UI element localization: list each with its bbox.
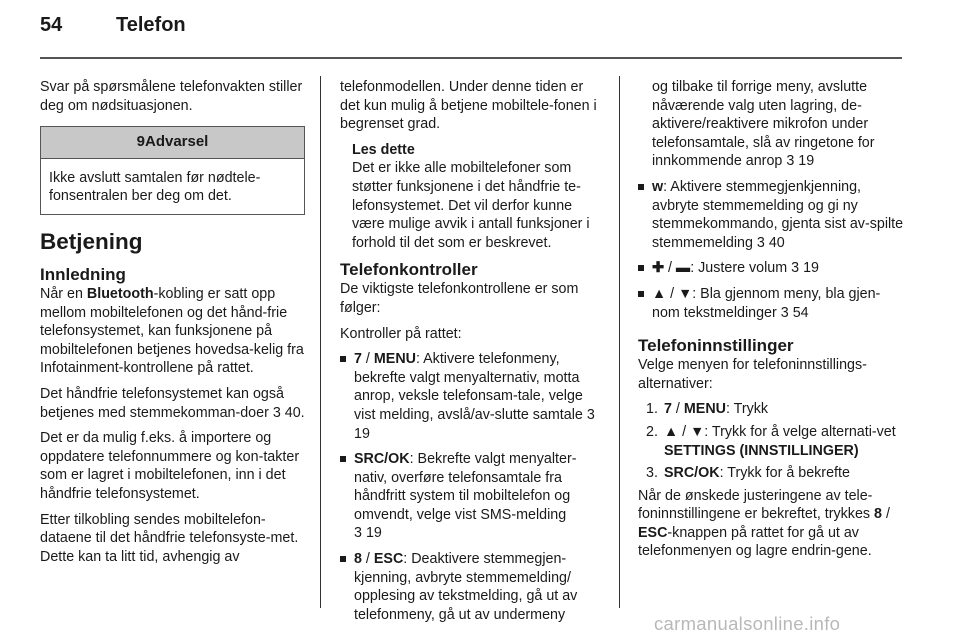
paragraph: Når de ønskede justeringene av tele-foninnstillingene er bekreftet, trykkes 8 / ESC-knappen på rattet for gå ut av telefonmenyen og lagre endrin-gene. xyxy=(638,487,890,560)
phone-icon: 7 xyxy=(354,351,362,368)
menu-key: MENU xyxy=(373,351,416,368)
paragraph: Det er da mulig f.eks. å importere og oppdatere telefonnummere og kon-takter som er lagret i mobiltelefonen, inn i det håndfrie telefonsystemet. xyxy=(40,430,300,502)
page-ref-icon: 3 xyxy=(791,260,800,277)
list-item: w: Aktivere stemmegjenkjenning, avbryte stemmemelding og gi ny stemmekommando, gjenta sist av-spilte stemmemelding 3 40 xyxy=(638,178,904,252)
page-ref-link[interactable]: 40 xyxy=(768,234,785,251)
note-title: Les dette xyxy=(352,141,415,158)
up-arrow-icon: ▲ xyxy=(652,285,667,302)
settings-key: SETTINGS (INNSTILLINGER) xyxy=(664,442,859,459)
page-ref-icon: 3 xyxy=(756,234,765,251)
page-ref-icon: 3 xyxy=(780,304,789,321)
plus-icon: ✚ xyxy=(652,260,664,277)
watermark: carmanualsonline.info xyxy=(654,613,841,634)
heading-telefoninnstillinger: Telefoninnstillinger xyxy=(638,336,794,356)
page-ref-link[interactable]: 40. xyxy=(284,404,305,421)
paragraph: Når en Bluetooth-kobling er satt opp mellom mobiltelefonen og det hånd-frie telefonsystemet, kan funksjonene på mobiltelefonen betjenes hovedsa-kelig fra Infotainment-kontrollene på rattet. xyxy=(40,285,304,377)
numbered-step: 1. 7 / MENU: Trykk xyxy=(646,401,769,418)
paragraph: Etter tilkobling sendes mobiltelefon-dataene til det håndfrie telefonsyste-met. Dette kan ta litt tid, avhengig av xyxy=(40,511,299,565)
page-ref-link[interactable]: 19 xyxy=(354,425,370,442)
warning-title: Advarsel xyxy=(144,133,209,151)
column-divider xyxy=(619,76,620,608)
bullet-marker xyxy=(340,456,346,462)
up-arrow-icon: ▲ xyxy=(664,423,679,440)
bullet-marker xyxy=(638,265,644,271)
bullet-marker xyxy=(340,556,346,562)
note-box xyxy=(352,141,605,253)
page-ref-link[interactable]: 19 xyxy=(365,525,382,542)
numbered-step: 3. SRC/OK: Trykk for å bekrefte xyxy=(646,465,850,482)
down-arrow-icon: ▼ xyxy=(678,285,693,302)
esc-key: ESC xyxy=(638,524,668,541)
list-item: SRC/OK: Bekrefte valgt menyalter-nativ, overføre telefonsamtale fra håndfritt system til mobiltelefon og omvendt, velge vist SMS-melding 3 19 xyxy=(340,450,605,543)
paragraph: Det håndfrie telefonsystemet kan også betjenes med stemmekomman-doer 3 40. xyxy=(40,385,305,421)
voice-icon: w xyxy=(652,178,664,195)
heading-telefonkontroller: Telefonkontroller xyxy=(340,260,478,280)
page-ref-icon: 3 xyxy=(272,404,281,421)
heading-innledning: Innledning xyxy=(40,264,126,284)
esc-key: ESC xyxy=(373,551,404,568)
srcok-key: SRC/OK xyxy=(354,451,410,468)
warning-header xyxy=(41,127,304,159)
list-item: ▲ / ▼: Bla gjennom meny, bla gjen-nom tekstmeldinger 3 54 xyxy=(638,285,904,322)
heading-betjening: Betjening xyxy=(40,228,143,254)
bullet-marker xyxy=(638,291,644,297)
down-arrow-icon: ▼ xyxy=(690,423,705,440)
page-ref-link[interactable]: 54 xyxy=(792,304,809,321)
column-2 xyxy=(340,78,605,631)
page-ref-icon: 3 xyxy=(354,525,362,542)
paragraph: telefonmodellen. Under denne tiden er det kun mulig å betjene mobiltele-fonen i begrenset grad. xyxy=(340,79,597,133)
warning-icon: 9 xyxy=(136,133,145,151)
phone-icon: 7 xyxy=(664,401,672,418)
list-item-continued: og tilbake til forrige meny, avslutte nåværende valg uten lagring, de-aktivere/reaktivere mikrofon under telefonsamtale, slå av ringetone for innkommende anrop 3 19 xyxy=(652,79,875,170)
warning-text: Ikke avslutt samtalen før nødtele-fonsentralen ber deg om det. xyxy=(49,169,261,205)
page-number: 54 xyxy=(40,14,63,36)
page-ref-icon: 3 xyxy=(786,153,795,170)
column-1 xyxy=(40,78,305,573)
note-text: Det er ikke alle mobiltelefoner som støtter funksjonene i det håndfrie te-lefonsystemet. Det vil derfor kunne være mulige avvik i antall funksjoner i forhold til det som er beskrevet. xyxy=(352,160,590,251)
esc-icon: 8 xyxy=(874,506,882,523)
list-item: 8 / ESC: Deaktivere stemmegjen-kjenning, avbryte stemmemelding/ opplesing av tekstmelding, gå ut av telefonmeny, gå ut av undermeny xyxy=(340,550,605,624)
paragraph: Velge menyen for telefoninnstillings-alternativer: xyxy=(638,357,867,392)
list-item: ✚ / ▬: Justere volum 3 19 xyxy=(638,259,904,278)
minus-icon: ▬ xyxy=(675,260,691,277)
esc-icon: 8 xyxy=(354,551,362,568)
page-ref-link[interactable]: 19 xyxy=(803,260,819,277)
bluetooth-term: Bluetooth xyxy=(86,285,154,302)
menu-key: MENU xyxy=(683,401,726,418)
page-header xyxy=(40,14,186,37)
srcok-key: SRC/OK xyxy=(664,465,720,482)
column-divider xyxy=(320,76,321,608)
numbered-step: 2. ▲ / ▼: Trykk for å velge alternati-vet SETTINGS (INNSTILLINGER) xyxy=(646,423,896,459)
paragraph: Kontroller på rattet: xyxy=(340,325,462,342)
header-rule xyxy=(40,57,902,59)
page-ref-icon: 3 xyxy=(586,406,595,423)
bullet-marker xyxy=(340,356,346,362)
paragraph: De viktigste telefonkontrollene er som følger: xyxy=(340,281,579,316)
list-item: 7 / MENU: Aktivere telefonmeny, bekrefte valgt menyalternativ, motta anrop, veksle telefonsam-tale, velge vist melding, avslå/av-slutte samtale 3 19 xyxy=(340,350,605,443)
column-3 xyxy=(638,78,904,568)
intro-paragraph: Svar på spørsmålene telefonvakten stiller deg om nødsituasjonen. xyxy=(40,79,303,114)
bullet-marker xyxy=(638,184,644,190)
section-title: Telefon xyxy=(116,14,186,36)
warning-box xyxy=(40,126,305,215)
page-ref-link[interactable]: 19 xyxy=(798,153,815,170)
